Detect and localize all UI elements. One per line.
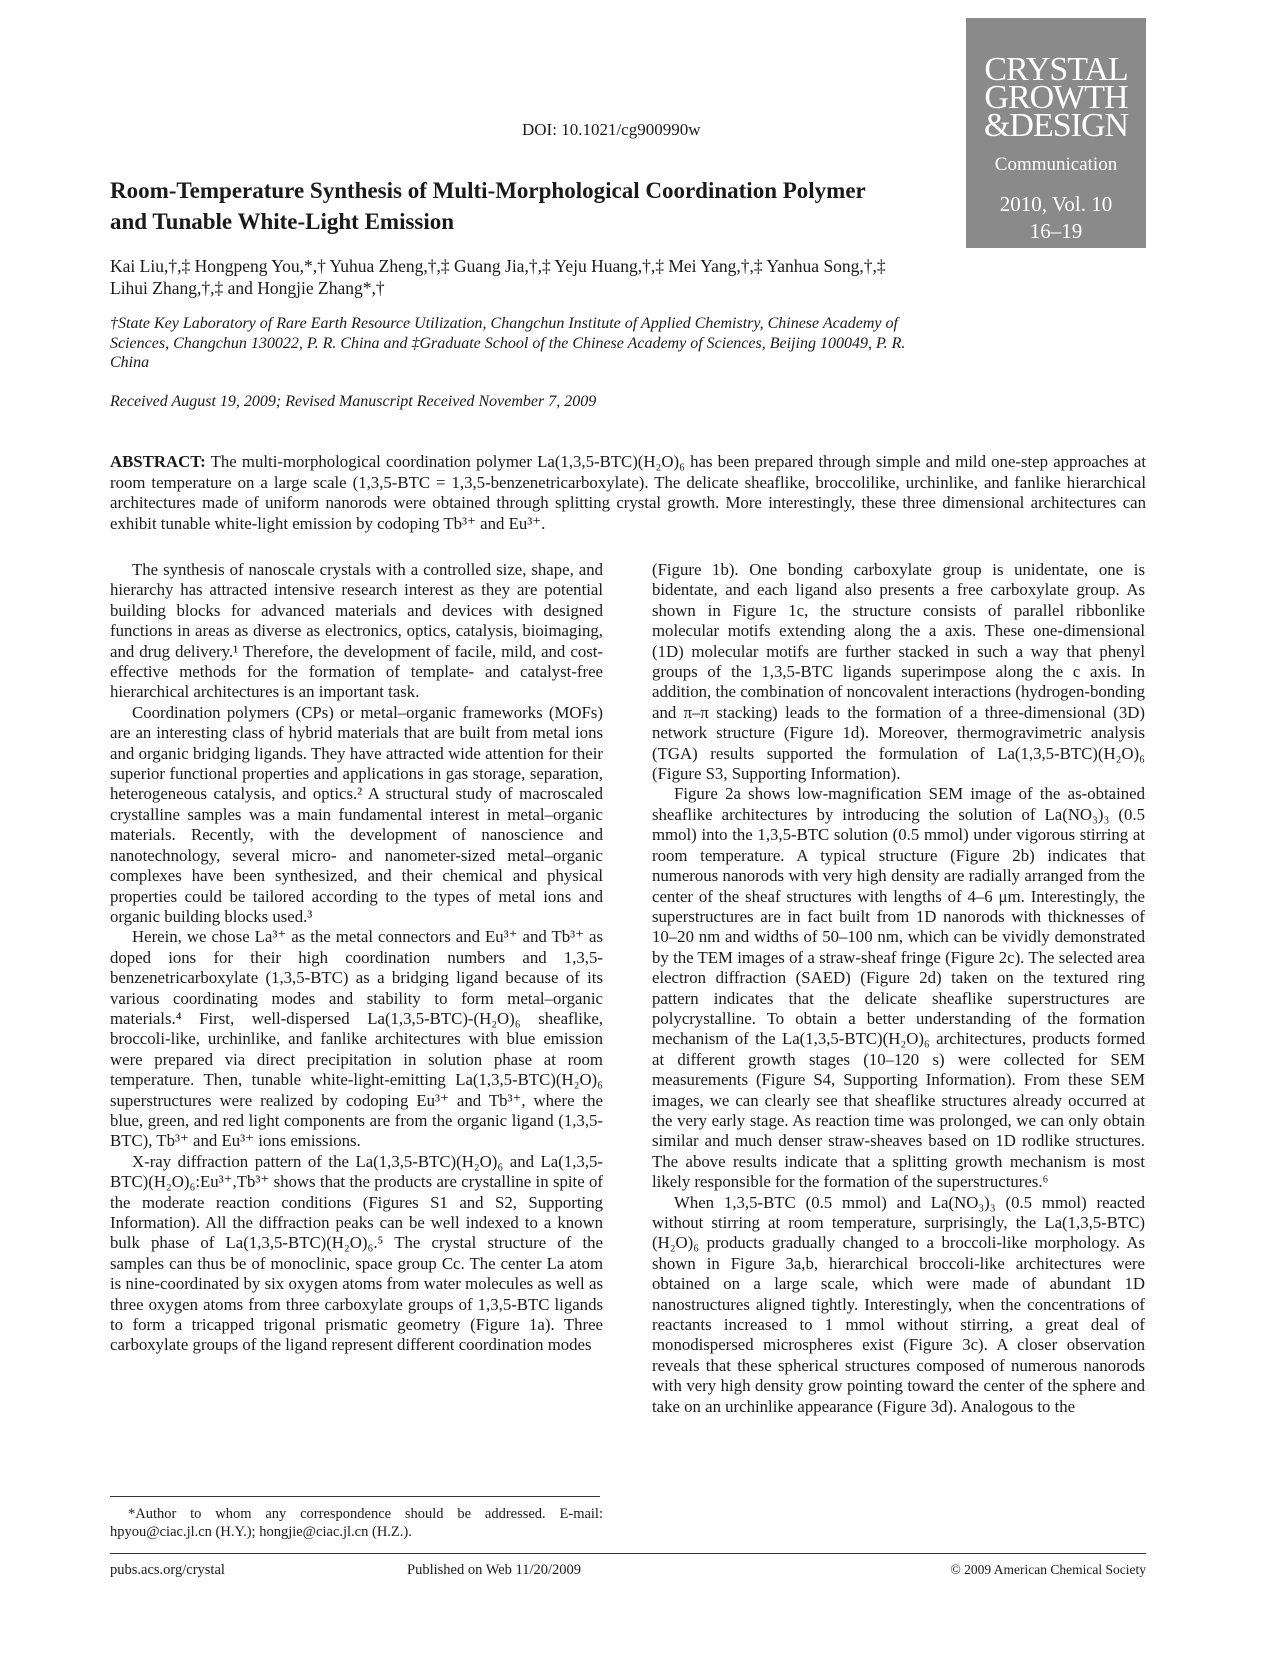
journal-badge <box>966 18 1146 248</box>
journal-pages: 16–19 <box>1029 219 1083 243</box>
footer-copyright: © 2009 American Chemical Society <box>950 1562 1146 1577</box>
journal-year-volume: 2010, Vol. 10 <box>999 192 1113 216</box>
author-list: Kai Liu,†,‡ Hongpeng You,*,† Yuhua Zheng,†,‡ Guang Jia,†,‡ Yeju Huang,†,‡ Mei Yang,†,‡ Yanhua Song,†,‡ Lihui Zhang,†,‡ and Hongjie Zhang*,† <box>110 256 886 298</box>
body-paragraph: Herein, we chose La³⁺ as the metal connectors and Eu³⁺ and Tb³⁺ as doped ions for their high coordination numbers and 1,3,5-benzenetricarboxylate (1,3,5-BTC) as a bridging ligand because of its various coordinating modes and stability to form metal–organic materials.⁴ First, well-dispersed La(1,3,5-BTC)-(H₂O)₆ sheaflike, broccoli-like, urchinlike, and fanlike architectures with blue emission were prepared via direct precipitation in solution phase at room temperature. Then, tunable white-light-emitting La(1,3,5-BTC)(H₂O)₆ superstructures were realized by codoping Eu³⁺ and Tb³⁺, where the blue, green, and red light components are from the organic ligand (1,3,5-BTC), Tb³⁺ and Eu³⁺ ions emissions. <box>110 927 603 1151</box>
footer-divider <box>110 1553 1146 1554</box>
footer-url: pubs.acs.org/crystal <box>110 1562 225 1578</box>
article-type: Communication <box>994 154 1118 175</box>
body-paragraph: The synthesis of nanoscale crystals with a controlled size, shape, and hierarchy has attracted intensive research interest as they are potential building blocks for advanced materials and devices with designed functions in areas as diverse as electronics, optics, catalysis, bioimaging, and drug delivery.¹ Therefore, the development of facile, mild, and cost-effective methods for the formation of template- and catalyst-free hierarchical architectures is an important task. <box>110 560 603 702</box>
body-paragraph: When 1,3,5-BTC (0.5 mmol) and La(NO₃)₃ (0.5 mmol) reacted without stirring at room temperature, surprisingly, the La(1,3,5-BTC)(H₂O)₆ products gradually changed to a broccoli-like morphology. As shown in Figure 3a,b, hierarchical broccoli-like architectures were obtained on a large scale, which were made of abundant 1D nanostructures aligned tightly. Interestingly, when the concentrations of reactants increased to 1 mmol without stirring, a great deal of monodispersed microspheres exist (Figure 3c). A closer observation reveals that these spherical structures composed of numerous nanorods with very high density grow pointing toward the center of the sphere and take on an urchinlike appearance (Figure 3d). Analogous to the <box>652 1192 1145 1416</box>
body-paragraph: Figure 2a shows low-magnification SEM image of the as-obtained sheaflike architectures by introducing the solution of La(NO₃)₃ (0.5 mmol) into the 1,3,5-BTC solution (0.5 mmol) under vigorous stirring at room temperature. A typical structure (Figure 2b) indicates that numerous nanorods with very high density are radially arranged from the center of the sheaf structures with lengths of 4–6 μm. Interestingly, the superstructures are in fact built from 1D nanorods with thicknesses of 10–20 nm and widths of 50–100 nm, which can be vividly demonstrated by the TEM images of a straw-sheaf fringe (Figure 2c). The selected area electron diffraction (SAED) (Figure 2d) taken on the textured ring pattern indicates that the delicate sheaflike superstructures are polycrystalline. To obtain a better understanding of the formation mechanism of the La(1,3,5-BTC)(H₂O)₆ architectures, products formed at different growth stages (10–120 s) were collected for SEM measurements (Figure S4, Supporting Information). From these SEM images, we can clearly see that sheaflike structures already occurred at the very early stage. As reaction time was prolonged, we can only obtain similar and much denser straw-sheaves based on 1D rodlike structures. The above results indicate that a splitting growth mechanism is most likely responsible for the formation of the superstructures.⁶ <box>652 784 1145 1192</box>
abstract-text: The multi-morphological coordination polymer La(1,3,5-BTC)(H₂O)₆ has been prepared through simple and mild one-step approaches at room temperature on a large scale (1,3,5-BTC = 1,3,5-benzenetricarboxylate). The delicate sheaflike, broccolilike, urchinlike, and fanlike hierarchical architectures made of uniform nanorods were obtained through splitting crystal growth. More interestingly, these three dimensional architectures can exhibit tunable white-light emission by codoping Tb³⁺ and Eu³⁺. <box>110 452 1146 533</box>
footnote-divider <box>110 1496 600 1497</box>
received-dates: Received August 19, 2009; Revised Manuscript Received November 7, 2009 <box>110 393 597 410</box>
right-column <box>652 560 1145 1417</box>
journal-name-line1: CRYSTAL <box>984 51 1128 88</box>
paper-title: Room-Temperature Synthesis of Multi-Morphological Coordination Polymer and Tunable White-Light Emission <box>110 178 866 234</box>
doi-label: DOI: 10.1021/cg900990w <box>522 120 701 139</box>
journal-name-line2: GROWTH <box>984 79 1128 116</box>
abstract-heading: ABSTRACT: <box>110 452 206 471</box>
left-column <box>110 560 603 1356</box>
body-paragraph: Coordination polymers (CPs) or metal–organic frameworks (MOFs) are an interesting class of hybrid materials that are built from metal ions and organic bridging ligands. They have attracted wide attention for their superior functional properties and applications in gas storage, separation, heterogeneous catalysis, and optics.² A structural study of macroscaled crystalline samples was a main fundamental interest in metal–organic materials. Recently, with the development of nanoscience and nanotechnology, several micro- and nanometer-sized metal–organic complexes have been synthesized, and their chemical and physical properties could be tailored according to the types of metal ions and organic building blocks used.³ <box>110 702 603 926</box>
correspondence-footnote: *Author to whom any correspondence should be addressed. E-mail: hpyou@ciac.jl.cn (H.Y.); hongjie@ciac.jl.cn (H.Z.). <box>110 1506 603 1540</box>
body-paragraph: X-ray diffraction pattern of the La(1,3,5-BTC)(H₂O)₆ and La(1,3,5-BTC)(H₂O)₆:Eu³⁺,Tb³⁺ shows that the products are crystalline in spite of the moderate reaction conditions (Figures S1 and S2, Supporting Information). All the diffraction peaks can be well indexed to a known bulk phase of La(1,3,5-BTC)(H₂O)₆.⁵ The crystal structure of the samples can thus be of monoclinic, space group Cc. The center La atom is nine-coordinated by six oxygen atoms from water molecules as well as three oxygen atoms from three carboxylate groups of 1,3,5-BTC ligands to form a tricapped trigonal prismatic geometry (Figure 1a). Three carboxylate groups of the ligand represent different coordination modes <box>110 1151 603 1355</box>
journal-name-line3: &DESIGN <box>983 107 1129 144</box>
body-paragraph: (Figure 1b). One bonding carboxylate group is unidentate, one is bidentate, and each ligand also presents a free carboxylate group. As shown in Figure 1c, the structure consists of parallel ribbonlike molecular motifs extending along the a axis. These one-dimensional (1D) molecular motifs are further stacked in such a way that phenyl groups of the 1,3,5-BTC ligands superimpose along the c axis. In addition, the combination of noncovalent interactions (hydrogen-bonding and π–π stacking) leads to the formation of a three-dimensional (3D) network structure (Figure 1d). Moreover, thermogravimetric analysis (TGA) results supported the formulation of La(1,3,5-BTC)(H₂O)₆ (Figure S3, Supporting Information). <box>652 560 1145 784</box>
footer-published-date: Published on Web 11/20/2009 <box>407 1562 582 1578</box>
abstract <box>110 452 1146 534</box>
affiliation: †State Key Laboratory of Rare Earth Resource Utilization, Changchun Institute of Applied Chemistry, Chinese Academy of Sciences, Changchun 130022, P. R. China and ‡Graduate School of the Chinese Academy of Sciences, Beijing 100049, P. R. China <box>110 315 906 371</box>
